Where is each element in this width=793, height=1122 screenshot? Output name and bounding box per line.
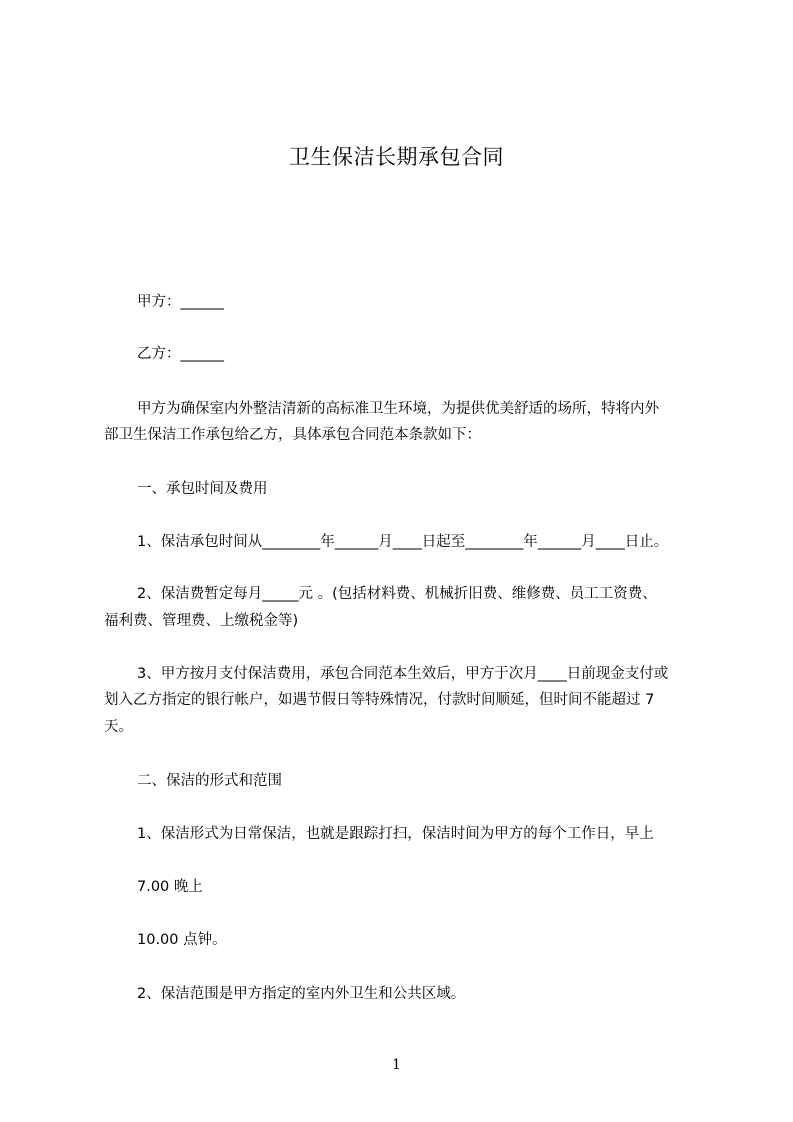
page-number: 1 (392, 1057, 401, 1073)
section-2-clause-1-line-2: 7.00 晚上 (137, 879, 203, 895)
section-1-clause-1: 1、保洁承包时间从________年______月____日起至________年______月____日止。 (137, 534, 669, 550)
section-1-clause-3-line-2: 划入乙方指定的银行帐户，如遇节假日等特殊情况，付款时间顺延，但时间不能超过 7 (104, 692, 655, 708)
document-title: 卫生保洁长期承包合同 (289, 145, 504, 169)
party-a-line: 甲方：______ (137, 294, 224, 310)
section-2-heading: 二、保洁的形式和范围 (137, 773, 282, 789)
section-1-clause-2-line-2: 福利费、管理费、上缴税金等) (104, 613, 299, 629)
section-2-clause-1-line-3: 10.00 点钟。 (137, 932, 227, 948)
section-1-clause-3-line-3: 天。 (104, 719, 133, 735)
party-b-line: 乙方：______ (137, 346, 224, 362)
intro-paragraph-line-2: 部卫生保洁工作承包给乙方，具体承包合同范本条款如下： (104, 427, 481, 443)
section-1-clause-2-line-1: 2、保洁费暂定每月_____元 。(包括材料费、机械折旧费、维修费、员工工资费、 (137, 586, 657, 602)
section-2-clause-1-line-1: 1、保洁形式为日常保洁，也就是跟踪打扫，保洁时间为甲方的每个工作日，早上 (137, 826, 654, 842)
intro-paragraph-line-1: 甲方为确保室内外整洁清新的高标准卫生环境，为提供优美舒适的场所，特将内外 (137, 401, 659, 417)
section-1-heading: 一、承包时间及费用 (137, 481, 268, 497)
section-2-clause-2: 2、保洁范围是甲方指定的室内外卫生和公共区域。 (137, 986, 466, 1002)
section-1-clause-3-line-1: 3、甲方按月支付保洁费用，承包合同范本生效后，甲方于次月____日前现金支付或 (137, 666, 669, 682)
